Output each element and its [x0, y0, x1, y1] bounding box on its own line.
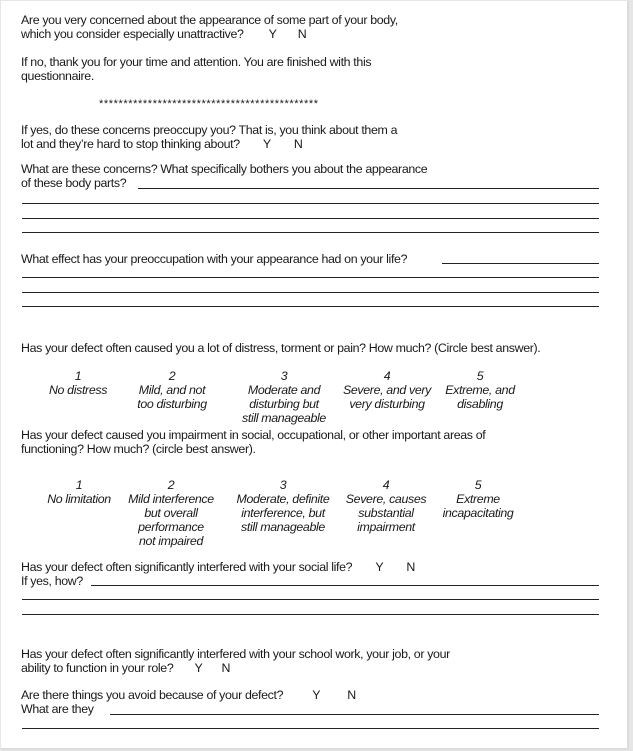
option-label: impairment	[357, 520, 415, 534]
q7-yes-option[interactable]: Y	[375, 560, 384, 574]
q7-prompt: Has your defect often significantly interfered with your social life?	[21, 560, 353, 574]
q2-prompt: lot and they’re hard to stop thinking about?	[21, 137, 240, 151]
q7-text-line1	[21, 561, 415, 574]
q7-answer-line-1[interactable]	[91, 585, 599, 586]
option-label: Mild, and not	[138, 383, 206, 397]
option-label: disabling	[457, 397, 503, 411]
q4-text-line1: What effect has your preoccupation with your appearance had on your life?	[21, 252, 408, 266]
option-number: 5	[474, 478, 482, 492]
q6-option-5[interactable]	[433, 478, 523, 520]
option-label: Moderate, definite	[236, 492, 330, 506]
q7-answer-line-2[interactable]	[22, 599, 599, 600]
option-label: Mild interference	[128, 492, 214, 506]
q1-text-line2	[21, 28, 306, 41]
q3-answer-line-1[interactable]	[138, 188, 599, 189]
no-note-line1: If no, thank you for your time and attention. You are finished with this	[21, 55, 372, 69]
option-label: not impaired	[139, 534, 203, 548]
q1-yes-option[interactable]: Y	[268, 27, 277, 41]
q2-text-line2	[21, 138, 303, 151]
option-label: still manageable	[242, 411, 326, 425]
q4-answer-line-2[interactable]	[22, 277, 599, 278]
option-number: 1	[74, 369, 82, 383]
option-label: very disturbing	[349, 397, 425, 411]
q6-text-line2: functioning? How much? (circle best answer).	[21, 442, 256, 456]
q3-text-line1: What are these concerns? What specifically bothers you about the appearance	[21, 162, 428, 176]
q4-answer-line-3[interactable]	[22, 292, 599, 293]
option-number: 4	[383, 369, 391, 383]
section-divider: *********************************************	[99, 98, 319, 110]
q2-no-option[interactable]: N	[293, 137, 303, 151]
option-label: Extreme	[456, 492, 500, 506]
q8-no-option[interactable]: N	[221, 661, 231, 675]
option-label: Extreme, and	[445, 383, 515, 397]
q5-option-5[interactable]	[437, 369, 523, 411]
questionnaire-page	[1, 1, 629, 750]
q5-option-1[interactable]	[37, 369, 119, 397]
q3-answer-line-2[interactable]	[22, 203, 599, 204]
q9-text-line2: What are they	[21, 702, 94, 716]
q7-text-line2: If yes, how?	[21, 574, 83, 588]
option-number: 5	[476, 369, 484, 383]
q7-no-option[interactable]: N	[406, 560, 415, 574]
q1-no-option[interactable]: N	[297, 27, 307, 41]
q9-no-option[interactable]: N	[347, 688, 356, 702]
q4-answer-line-4[interactable]	[22, 306, 599, 307]
q5-option-4[interactable]	[337, 369, 437, 411]
option-label: interference, but	[241, 506, 325, 520]
q8-yes-option[interactable]: Y	[194, 661, 203, 675]
q9-answer-line-2[interactable]	[22, 728, 599, 729]
q6-option-1[interactable]	[35, 478, 123, 506]
option-label: too disturbing	[137, 397, 207, 411]
q9-yes-option[interactable]: Y	[312, 688, 321, 702]
q9-text-line1	[21, 689, 356, 702]
q6-option-4[interactable]	[339, 478, 433, 534]
q3-answer-line-4[interactable]	[22, 232, 599, 233]
q5-option-3[interactable]	[230, 369, 338, 425]
q4-answer-line-1[interactable]	[442, 263, 599, 264]
q3-text-line2: of these body parts?	[21, 176, 127, 190]
option-number: 2	[167, 478, 175, 492]
q6-option-3[interactable]	[227, 478, 339, 534]
option-label: but overall	[144, 506, 198, 520]
q5-option-2[interactable]	[121, 369, 223, 411]
option-label: Severe, and very	[342, 383, 432, 397]
option-number: 3	[279, 478, 287, 492]
q1-prompt: which you consider especially unattractive?	[21, 27, 244, 41]
option-number: 2	[168, 369, 176, 383]
option-label: disturbing but	[249, 397, 319, 411]
q2-yes-option[interactable]: Y	[262, 137, 271, 151]
option-label: performance	[138, 520, 204, 534]
q2-text-line1: If yes, do these concerns preoccupy you? That is, you think about them a	[21, 123, 398, 137]
option-label: Severe, causes	[345, 492, 427, 506]
q8-text-line1: Has your defect often significantly interfered with your school work, your job, or your	[21, 647, 450, 661]
option-label: Moderate and	[247, 383, 321, 397]
q9-prompt: Are there things you avoid because of your defect?	[21, 688, 284, 702]
q9-answer-line-1[interactable]	[110, 714, 599, 715]
q8-prompt: ability to function in your role?	[21, 661, 174, 675]
q5-text-line1: Has your defect often caused you a lot of distress, torment or pain? How much? (Circle best answer).	[21, 341, 541, 355]
q8-text-line2	[21, 662, 230, 675]
q3-answer-line-3[interactable]	[22, 218, 599, 219]
option-label: incapacitating	[442, 506, 514, 520]
option-label: No distress	[48, 383, 108, 397]
q1-text-line1: Are you very concerned about the appearance of some part of your body,	[21, 13, 398, 27]
q7-answer-line-3[interactable]	[22, 614, 599, 615]
option-label: No limitation	[47, 492, 111, 506]
q6-text-line1: Has your defect caused you impairment in social, occupational, or other important areas of	[21, 428, 486, 442]
option-number: 4	[382, 478, 390, 492]
option-label: still manageable	[241, 520, 325, 534]
q6-option-2[interactable]	[119, 478, 223, 548]
option-number: 1	[75, 478, 83, 492]
option-label: substantial	[358, 506, 414, 520]
option-number: 3	[280, 369, 288, 383]
no-note-line2: questionnaire.	[21, 69, 94, 83]
